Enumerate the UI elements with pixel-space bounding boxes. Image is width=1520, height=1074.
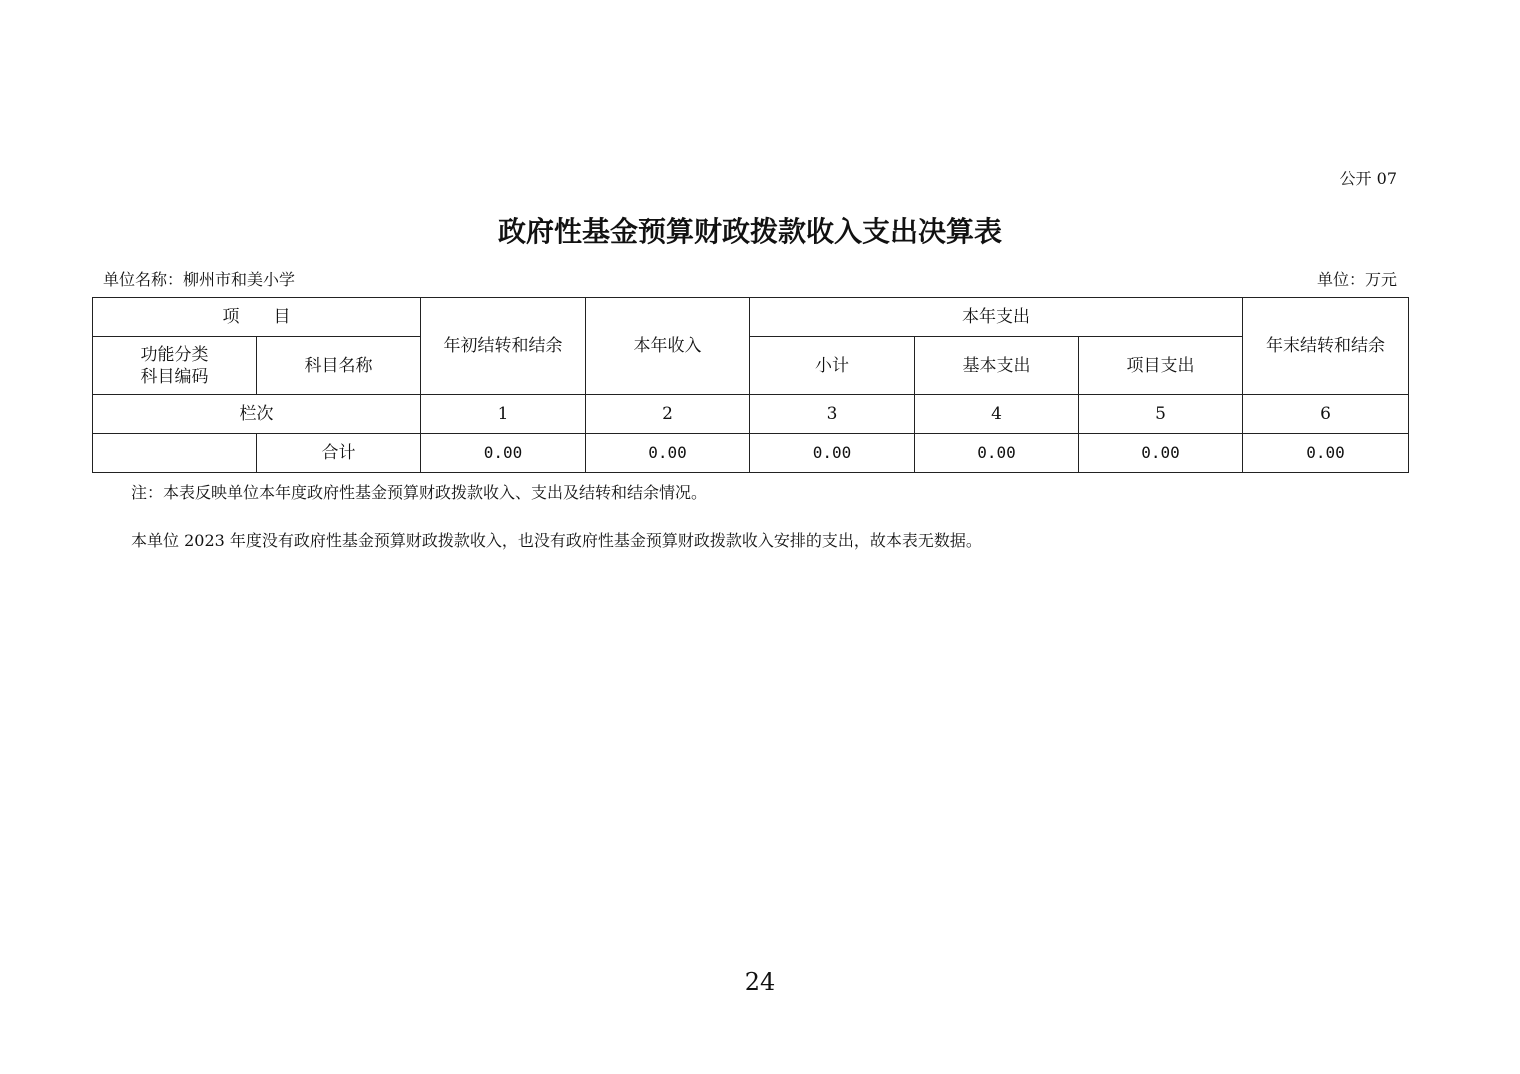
table-header-row-2 xyxy=(93,337,1409,395)
table-note: 注：本表反映单位本年度政府性基金预算财政拨款收入、支出及结转和结余情况。 xyxy=(131,483,708,502)
header-func-code-line2: 科目编码 xyxy=(140,366,209,387)
header-project-expenditure: 项目支出 xyxy=(1079,337,1243,395)
total-row xyxy=(93,434,1409,473)
column-index-cell: 6 xyxy=(1243,395,1409,434)
column-index-label: 栏次 xyxy=(93,395,421,434)
page-number: 24 xyxy=(744,968,776,996)
column-index-cell: 2 xyxy=(586,395,750,434)
no-data-statement: 本单位 2023 年度没有政府性基金预算财政拨款收入，也没有政府性基金预算财政拨款收入安排的支出，故本表无数据。 xyxy=(131,531,982,550)
header-closing-balance: 年末结转和结余 xyxy=(1243,298,1409,395)
column-index-cell: 4 xyxy=(915,395,1079,434)
header-func-code xyxy=(93,337,257,395)
header-func-code-line1: 功能分类 xyxy=(140,344,209,365)
document-title: 政府性基金预算财政拨款收入支出决算表 xyxy=(497,215,1002,248)
document-code: 公开 07 xyxy=(1339,169,1397,188)
header-opening-balance: 年初结转和结余 xyxy=(421,298,586,395)
header-subtotal: 小计 xyxy=(750,337,915,395)
column-index-cell: 5 xyxy=(1079,395,1243,434)
column-index-cell: 1 xyxy=(421,395,586,434)
total-value-cell: 0.00 xyxy=(915,434,1079,473)
header-expenditure: 本年支出 xyxy=(750,298,1243,337)
unit-measure: 单位：万元 xyxy=(1316,270,1397,289)
column-index-row xyxy=(93,395,1409,434)
unit-name: 单位名称：柳州市和美小学 xyxy=(103,270,296,289)
table-header-row-1 xyxy=(93,298,1409,337)
total-value-cell: 0.00 xyxy=(1079,434,1243,473)
header-basic-expenditure: 基本支出 xyxy=(915,337,1079,395)
header-item: 项 目 xyxy=(93,298,421,337)
total-value-cell: 0.00 xyxy=(1243,434,1409,473)
fund-budget-table xyxy=(92,297,1409,473)
total-label: 合计 xyxy=(257,434,421,473)
total-value-cell: 0.00 xyxy=(421,434,586,473)
header-subject-name: 科目名称 xyxy=(257,337,421,395)
column-index-cell: 3 xyxy=(750,395,915,434)
header-income: 本年收入 xyxy=(586,298,750,395)
total-value-cell: 0.00 xyxy=(586,434,750,473)
total-value-cell: 0.00 xyxy=(750,434,915,473)
total-code-cell xyxy=(93,434,257,473)
